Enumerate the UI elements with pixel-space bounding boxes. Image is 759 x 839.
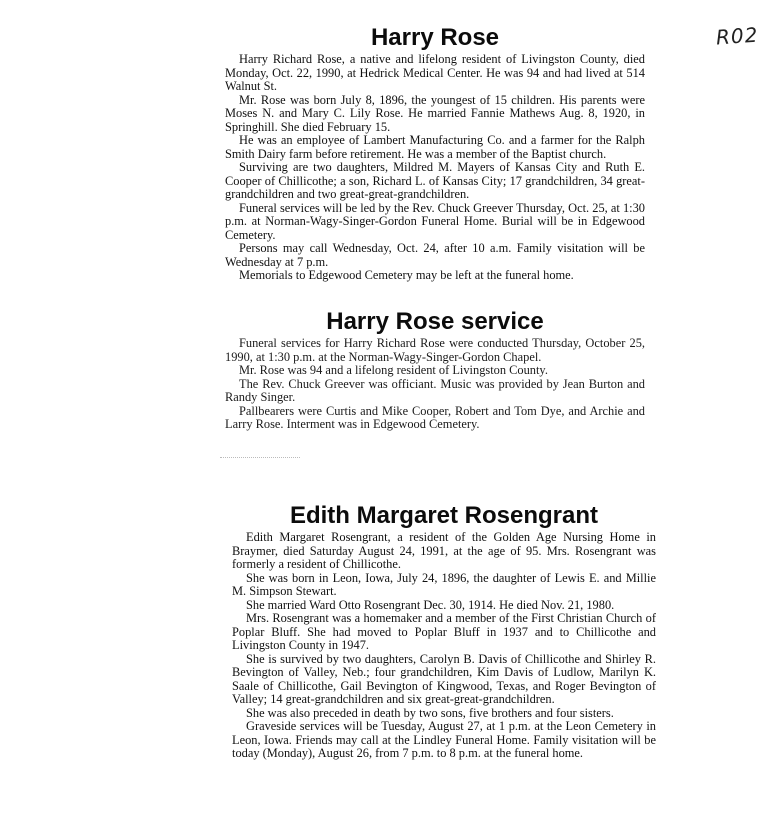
paragraph: She married Ward Otto Rosengrant Dec. 30, 1914. He died Nov. 21, 1980. bbox=[246, 597, 615, 612]
paragraph: Funeral services for Harry Richard Rose were conducted Thursday, October 25, 1990, at 1:30 p.m. at the Norman-Wagy-Singer-Gordon Chapel. bbox=[225, 336, 645, 364]
paragraph: Pallbearers were Curtis and Mike Cooper, Robert and Tom Dye, and Archie and Larry Rose. Interment was in Edgewood Cemetery. bbox=[225, 403, 645, 432]
page-code-annotation: R02 bbox=[715, 22, 759, 50]
paragraph: Persons may call Wednesday, Oct. 24, after 10 a.m. Family visitation will be Wednesday at 7 p.m. bbox=[225, 241, 645, 269]
paragraph: Funeral services will be led by the Rev. Chuck Greever Thursday, Oct. 25, at 1:30 p.m. at Norman-Wagy-Singer-Gordon Funeral Home. Burial will be in Edgewood Cemetery. bbox=[225, 200, 645, 242]
headline: Harry Rose service bbox=[326, 308, 544, 335]
headline: Harry Rose bbox=[370, 24, 500, 51]
paragraph: The Rev. Chuck Greever was officiant. Music was provided by Jean Burton and Randy Singer. bbox=[225, 376, 645, 405]
paragraph: Harry Richard Rose, a native and lifelong resident of Livingston County, died Monday, Oct. 22, 1990, at Hedrick Medical Center. He was 94 and had lived at 514 Walnut St. bbox=[225, 52, 645, 94]
paragraph: He was an employee of Lambert Manufacturing Co. and a farmer for the Ralph Smith Dairy farm before retirement. He was a member of the Baptist church. bbox=[225, 133, 645, 161]
clipping-divider bbox=[220, 457, 300, 458]
paragraph: Mr. Rose was born July 8, 1896, the youngest of 15 children. His parents were Moses N. and Mary C. Lily Rose. He married Fannie Mathews Aug. 8, 1920, in Springhill. She died February 15. bbox=[225, 92, 645, 134]
paragraph: Mr. Rose was 94 and a lifelong resident of Livingston County. bbox=[239, 363, 548, 378]
obituary-edith-rosengrant bbox=[232, 503, 656, 761]
paragraph: She was born in Leon, Iowa, July 24, 1896, the daughter of Lewis E. and Millie M. Simpson Stewart. bbox=[232, 570, 656, 599]
paragraph: She is survived by two daughters, Carolyn B. Davis of Chillicothe and Shirley R. Bevington of Valley, Neb.; four grandchildren, Kim Davis of Ludlow, Marilyn K. Saale of Chillicothe, Gail Bevington of Kingwood, Texas, and Roger Bevington of Valley; 14 great-grandchildren and six great-great-grandchildren. bbox=[232, 651, 656, 707]
paragraph: Memorials to Edgewood Cemetery may be left at the funeral home. bbox=[239, 268, 574, 283]
paragraph: Mrs. Rosengrant was a homemaker and a member of the First Christian Church of Poplar Bluff. She had moved to Poplar Bluff in 1937 and to Chillicothe and Livingston County in 1947. bbox=[232, 611, 656, 653]
paragraph: She was also preceded in death by two sons, five brothers and four sisters. bbox=[246, 705, 614, 720]
headline: Edith Margaret Rosengrant bbox=[289, 502, 599, 529]
notice-harry-rose-service bbox=[225, 309, 645, 432]
obituary-harry-rose bbox=[225, 25, 645, 283]
paragraph: Edith Margaret Rosengrant, a resident of the Golden Age Nursing Home in Braymer, died Saturday August 24, 1991, at the age of 95. Mrs. Rosengrant was formerly a resident of Chillicothe. bbox=[232, 530, 656, 572]
paragraph: Graveside services will be Tuesday, August 27, at 1 p.m. at the Leon Cemetery in Leon, Iowa. Friends may call at the Lindley Funeral Home. Family visitation will be today (Monday), August 26, from 7 p.m. to 8 p.m. at the funeral home. bbox=[232, 719, 656, 761]
paragraph: Surviving are two daughters, Mildred M. Mayers of Kansas City and Ruth E. Cooper of Chillicothe; a son, Richard L. of Kansas City; 17 grandchildren, 34 great-grandchildren and two great-great-grandchildren. bbox=[225, 160, 645, 202]
